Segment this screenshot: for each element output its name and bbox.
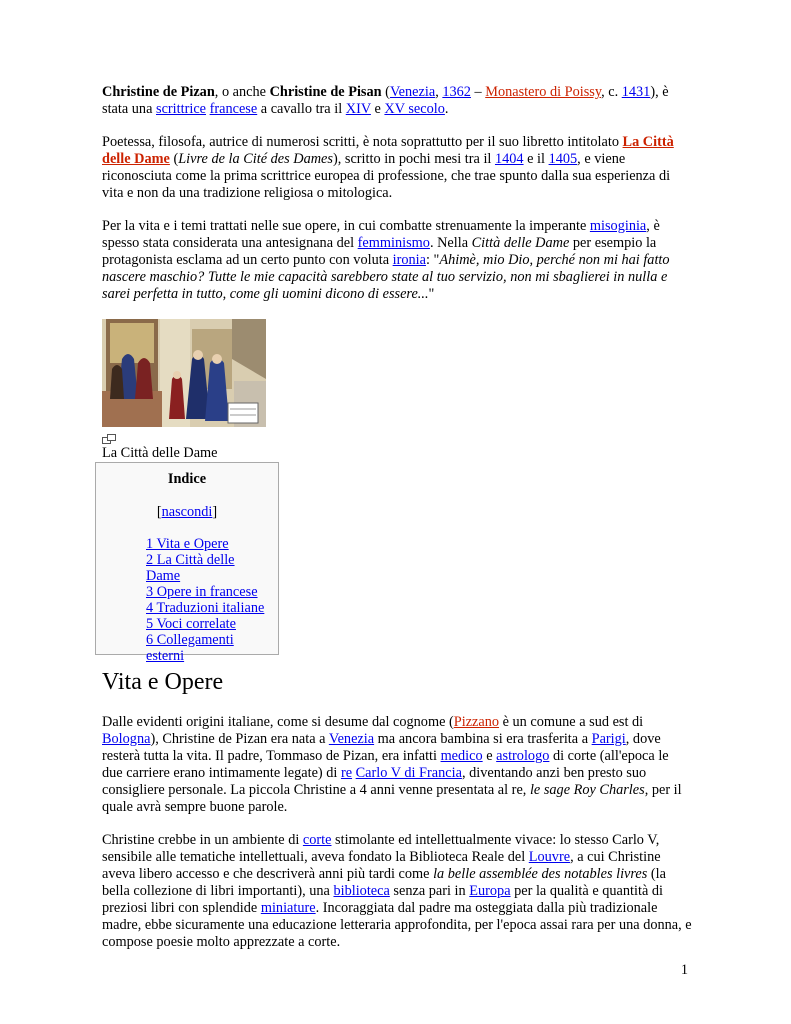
link-pizzano[interactable]: Pizzano	[453, 714, 500, 730]
title-livre: Livre de la Cité des Dames	[178, 151, 333, 167]
toc-toggle: [nascondi]	[156, 504, 218, 520]
link-xv-secolo[interactable]: XV secolo	[384, 101, 445, 117]
figure	[102, 319, 692, 462]
link-1362[interactable]: 1362	[442, 84, 471, 100]
link-1405[interactable]: 1405	[548, 151, 578, 167]
toc-item	[146, 552, 270, 584]
article-body	[102, 84, 692, 967]
link-femminismo[interactable]: femminismo	[357, 235, 430, 251]
link-carlo-v[interactable]: Carlo V di Francia	[355, 765, 462, 781]
toc-item	[146, 600, 270, 616]
toc-item	[146, 632, 270, 664]
page-number: 1	[680, 962, 688, 978]
link-biblioteca[interactable]: biblioteca	[333, 883, 390, 899]
toc-list	[104, 536, 270, 664]
toc-link-voci-correlate[interactable]: 5 Voci correlate	[146, 616, 236, 632]
intro-paragraph-2: Poetessa, filosofa, autrice di numerosi scritti, è nota soprattutto per il suo libretto intitolato La Città delle Dame (Livre de la Cité des Dames), scritto in pochi mesi tra il 1404 e il 1405, e viene riconosciuta come la prima scrittrice europea di professione, che trae spunto dalla sua esperienza di vita e non da una tradizione religiosa o mitologica.	[102, 134, 674, 201]
link-europa[interactable]: Europa	[469, 883, 511, 899]
link-1431[interactable]: 1431	[621, 84, 651, 100]
link-miniature[interactable]: miniature	[260, 900, 316, 916]
toc-link-traduzioni-italiane[interactable]: 4 Traduzioni italiane	[146, 600, 265, 616]
toc-link-collegamenti-esterni[interactable]: 6 Collegamenti esterni	[146, 632, 234, 664]
link-francese[interactable]: francese	[209, 101, 258, 117]
link-misoginia[interactable]: misoginia	[589, 218, 647, 234]
section-heading: Vita e Opere	[102, 669, 224, 695]
link-venezia-2[interactable]: Venezia	[328, 731, 375, 747]
link-corte[interactable]: corte	[302, 832, 332, 848]
link-ironia[interactable]: ironia	[392, 252, 426, 268]
title-citta: Città delle Dame	[471, 235, 570, 251]
toc-link-citta-delle-dame[interactable]: 2 La Città delle Dame	[146, 552, 235, 584]
figure-caption: La Città delle Dame	[102, 445, 218, 461]
phrase-sage-roy: le sage Roy Charles	[529, 782, 645, 798]
link-monastero-di-poissy[interactable]: Monastero di Poissy	[485, 84, 602, 100]
enlarge-icon[interactable]	[102, 434, 116, 444]
link-re[interactable]: re	[340, 765, 353, 781]
toc-item	[146, 536, 270, 552]
toc-link-vita-e-opere[interactable]: 1 Vita e Opere	[146, 536, 229, 552]
link-1404[interactable]: 1404	[494, 151, 524, 167]
link-louvre[interactable]: Louvre	[528, 849, 571, 865]
quote: Ahimè, mio Dio, perché non mi hai fatto nascere maschio? Tutte le mie capacità sarebbero state al tuo servizio, non mi sbaglierei in nulla e sarei perfetta in tutto, come gli uomini dicono di essere...	[102, 252, 670, 302]
intro-paragraph-3: Per la vita e i temi trattati nelle sue opere, in cui combatte strenuamente la imperante misoginia, è spesso stata considerata una antesignana del femminismo. Nella Città delle Dame per esempio la protagonista esclama ad un certo punto con voluta ironia: "Ahimè, mio Dio, perché non mi hai fatto nascere maschio? Tutte le mie capacità sarebbero state al tuo servizio, non mi sbaglierei in nulla e sarei perfetta in tutto, come gli uomini dicono di essere..."	[102, 218, 670, 302]
link-venezia[interactable]: Venezia	[389, 84, 436, 100]
link-parigi[interactable]: Parigi	[591, 731, 626, 747]
table-of-contents	[95, 462, 279, 664]
toc-title: Indice	[167, 471, 207, 487]
intro-paragraph-1: Christine de Pizan, o anche Christine de Pisan (Venezia, 1362 – Monastero di Poissy, c. 1431), è stata una scrittrice francese a cavallo tra il XIV e XV secolo.	[102, 84, 669, 117]
link-bologna[interactable]: Bologna	[102, 731, 151, 747]
subject-alt-name: Christine de Pisan	[269, 84, 382, 100]
toc-hide-link[interactable]: nascondi	[161, 504, 213, 520]
link-la-citta-delle-dame[interactable]: La Città delle Dame	[102, 134, 674, 167]
subject-name: Christine de Pizan	[102, 84, 215, 100]
toc-item	[146, 616, 270, 632]
section-paragraph-2: Christine crebbe in un ambiente di corte stimolante ed intellettualmente vivace: lo stesso Carlo V, sensibile alle tematiche intellettuali, aveva fondato la Biblioteca Reale del Louvre, a cui Christine aveva libero accesso e che descriverà anni più tardi come la belle assemblée des notables livres (la bella collezione di libri importanti), una biblioteca senza pari in Europa per la qualità e quantità di preziosi libri con splendide miniature. Incoraggiata dal padre ma osteggiata dalla più tradizionale madre, ebbe sicuramente una educazione letteraria approfondita, per l'epoca assai rara per una donna, e compose poesie molto apprezzate a corte.	[102, 832, 692, 950]
link-astrologo[interactable]: astrologo	[496, 748, 550, 764]
link-medico[interactable]: medico	[440, 748, 483, 764]
toc-item	[146, 584, 270, 600]
miniature-image[interactable]	[102, 319, 266, 427]
phrase-belle-assemblee: la belle assemblée des notables livres	[433, 866, 648, 882]
section-paragraph-1: Dalle evidenti origini italiane, come si desume dal cognome (Pizzano è un comune a sud est di Bologna), Christine de Pizan era nata a Venezia ma ancora bambina si era trasferita a Parigi, dove resterà tutta la vita. Il padre, Tommaso de Pizan, era infatti medico e astrologo di corte (all'epoca le due carriere erano intimamente legate) di re Carlo V di Francia, diventando anzi ben presto suo consigliere personale. La piccola Christine a 4 anni venne presentata al re, le sage Roy Charles, per il quale avrà sempre buone parole.	[102, 714, 682, 815]
toc-link-opere-in-francese[interactable]: 3 Opere in francese	[146, 584, 258, 600]
link-xiv[interactable]: XIV	[345, 101, 371, 117]
link-scrittrice[interactable]: scrittrice	[156, 101, 207, 117]
